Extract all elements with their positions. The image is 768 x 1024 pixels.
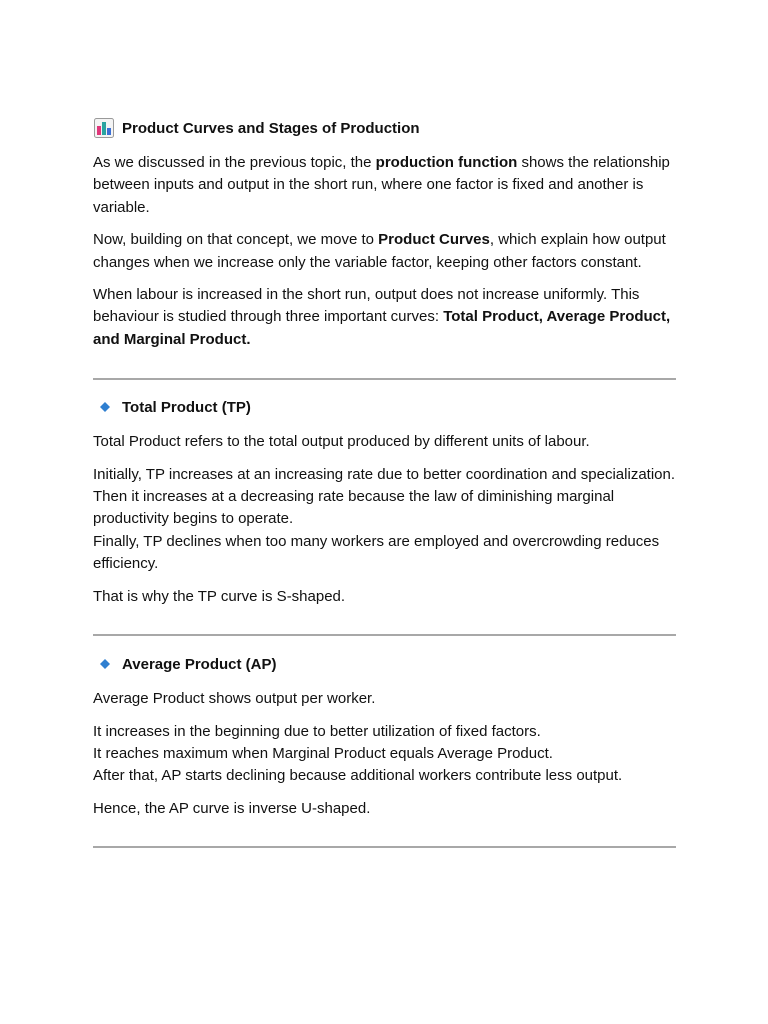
- ap-paragraph-1: Average Product shows output per worker.: [93, 690, 376, 708]
- section-divider: [93, 378, 676, 380]
- tp-paragraph-3: That is why the TP curve is S-shaped.: [93, 587, 346, 605]
- section-heading-average-product: [93, 652, 676, 676]
- bar-chart-icon: [93, 118, 115, 138]
- section-divider: [93, 846, 676, 848]
- blue-diamond-icon: [99, 397, 111, 417]
- document-content: [93, 116, 676, 848]
- section-divider: [93, 634, 676, 636]
- section-heading-product-curves: [93, 116, 676, 140]
- ap-paragraph-2: It increases in the beginning due to better utilization of fixed factors. It reaches maximum when Marginal Product equals Average Product. After that, AP starts declining because additional workers contribute less output.: [93, 722, 623, 785]
- section-title: Total Product (TP): [122, 398, 251, 416]
- tp-paragraph-2: Initially, TP increases at an increasing rate due to better coordination and specialization. Then it increases at a decreasing rate because the law of diminishing marginal productivity begins to operate. Finally, TP declines when too many workers are employed and overcrowding reduces efficiency.: [93, 465, 676, 573]
- section-title: Average Product (AP): [122, 655, 277, 673]
- intro-paragraph-2: Now, building on that concept, we move to Product Curves, which explain how output changes when we increase only the variable factor, keeping other factors constant.: [93, 231, 666, 271]
- intro-paragraph-1: As we discussed in the previous topic, the production function shows the relationship between inputs and output in the short run, where one factor is fixed and another is variable.: [93, 154, 670, 216]
- section-title: Product Curves and Stages of Production: [122, 119, 420, 137]
- intro-paragraph-3: When labour is increased in the short run, output does not increase uniformly. This behaviour is studied through three important curves: Total Product, Average Product, and Marginal Product.: [93, 286, 671, 348]
- tp-paragraph-1: Total Product refers to the total output produced by different units of labour.: [93, 433, 590, 451]
- ap-paragraph-3: Hence, the AP curve is inverse U-shaped.: [93, 799, 371, 817]
- blue-diamond-icon: [99, 654, 111, 674]
- section-heading-total-product: [93, 395, 676, 419]
